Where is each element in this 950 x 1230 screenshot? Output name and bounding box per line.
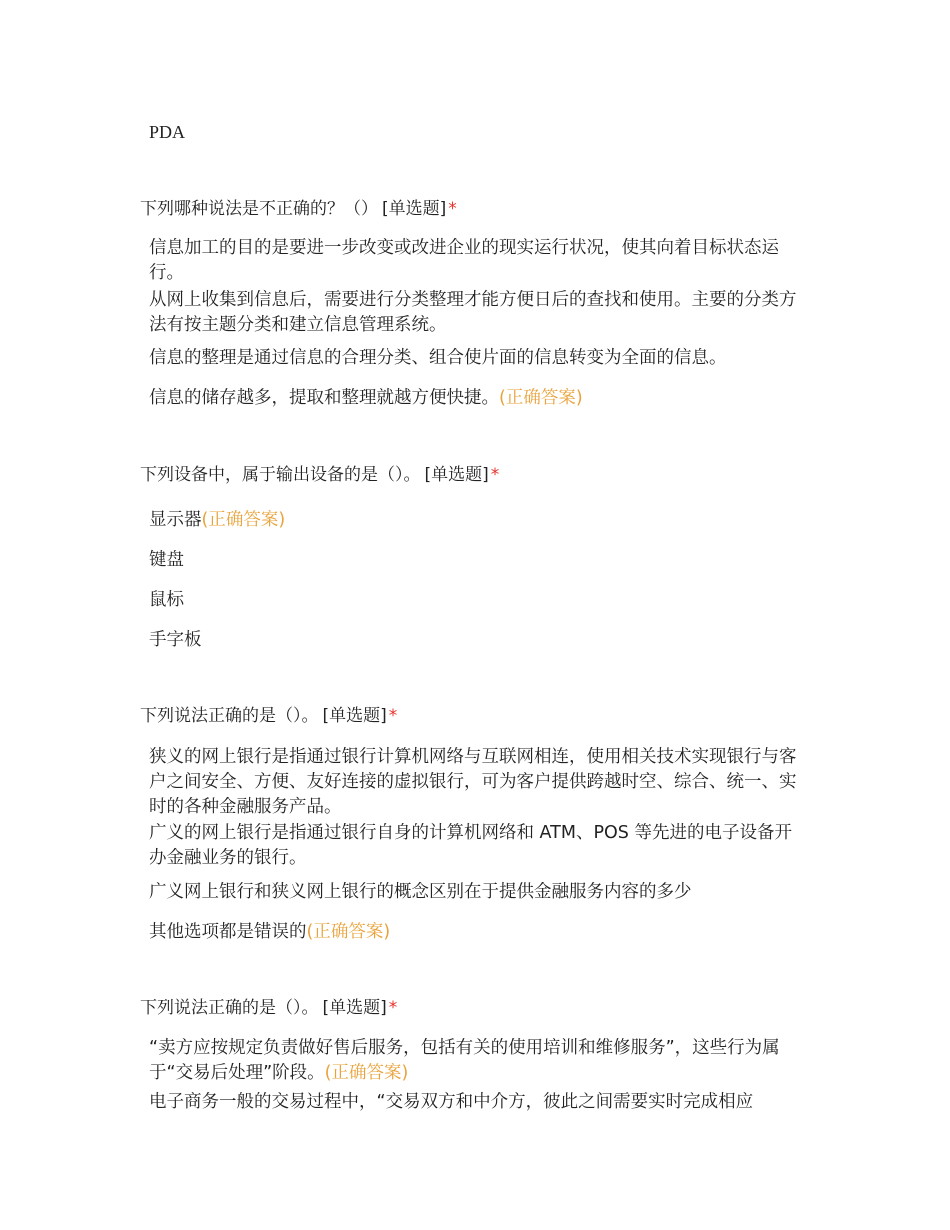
required-mark: * xyxy=(490,465,500,485)
question-3-option-3[interactable]: 广义网上银行和狭义网上银行的概念区别在于提供金融服务内容的多少 xyxy=(149,882,692,902)
question-3-option-1[interactable]: 狭义的网上银行是指通过银行计算机网络与互联网相连，使用相关技术实现银行与客户之间安全、方便、友好连接的虚拟银行，可为客户提供跨越时空、综合、统一、实时的各种金融服务产品。 xyxy=(149,747,797,817)
question-4-option-2[interactable]: 电子商务一般的交易过程中，“交易双方和中介方，彼此之间需要实时完成相应 xyxy=(149,1092,754,1112)
correct-answer-tag: (正确答案) xyxy=(201,510,286,530)
question-1-title: 下列哪种说法是不正确的？（） [单选题] * xyxy=(140,199,457,219)
question-1-option-2[interactable]: 从网上收集到信息后，需要进行分类整理才能方便日后的查找和使用。主要的分类方法有按主题分类和建立信息管理系统。 xyxy=(149,290,797,335)
option-pda[interactable]: PDA xyxy=(149,122,186,142)
required-mark: * xyxy=(388,706,398,726)
required-mark: * xyxy=(448,199,457,219)
question-3-title: 下列说法正确的是（）。 [单选题] * xyxy=(140,706,398,726)
question-3-option-2[interactable]: 广义的网上银行是指通过银行自身的计算机网络和 ATM、POS 等先进的电子设备开办金融业务的银行。 xyxy=(149,823,792,868)
question-2-option-3[interactable]: 鼠标 xyxy=(149,590,184,610)
question-2-option-2[interactable]: 键盘 xyxy=(149,550,184,570)
question-3-option-4[interactable]: 其他选项都是错误的(正确答案) xyxy=(149,922,391,942)
question-1-option-1[interactable]: 信息加工的目的是要进一步改变或改进企业的现实运行状况，使其向着目标状态运行。 xyxy=(149,238,779,283)
correct-answer-tag: (正确答案) xyxy=(324,1063,409,1083)
question-2-title: 下列设备中，属于输出设备的是（）。 [单选题] * xyxy=(140,465,500,485)
required-mark: * xyxy=(388,998,398,1018)
question-1-option-3[interactable]: 信息的整理是通过信息的合理分类、组合使片面的信息转变为全面的信息。 xyxy=(149,348,727,368)
question-4-title: 下列说法正确的是（）。 [单选题] * xyxy=(140,998,398,1018)
correct-answer-tag: (正确答案) xyxy=(306,922,391,942)
question-2-option-4[interactable]: 手字板 xyxy=(149,630,202,650)
question-1-option-4[interactable]: 信息的储存越多，提取和整理就越方便快捷。(正确答案) xyxy=(149,388,583,408)
question-2-option-1[interactable]: 显示器(正确答案) xyxy=(149,510,286,530)
question-4-option-1[interactable]: “卖方应按规定负责做好售后服务，包括有关的使用培训和维修服务”，这些行为属于“交易后处理”阶段。(正确答案) xyxy=(149,1038,780,1083)
correct-answer-tag: (正确答案) xyxy=(499,388,583,408)
